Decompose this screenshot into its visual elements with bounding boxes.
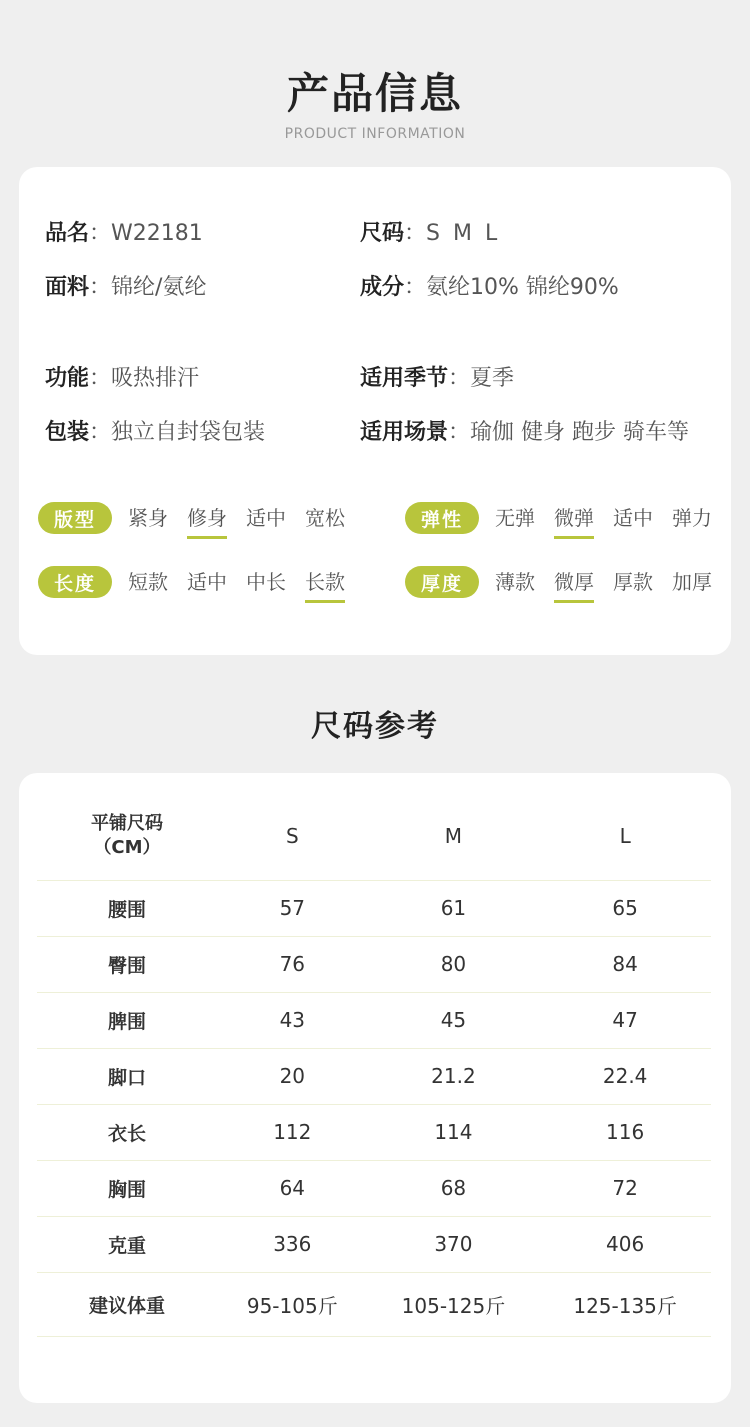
attr-label-pill: 厚度 bbox=[405, 566, 479, 598]
row-label: 脾围 bbox=[37, 992, 217, 1048]
table-cell: 64 bbox=[217, 1160, 368, 1216]
table-row bbox=[37, 992, 711, 1048]
row-label: 胸围 bbox=[37, 1160, 217, 1216]
attr-option-selected: 长款 bbox=[305, 566, 345, 598]
table-row bbox=[37, 1104, 711, 1160]
size-table bbox=[37, 793, 711, 1337]
info-value: 氨纶10% 锦纶90% bbox=[426, 275, 619, 300]
info-sep: ： bbox=[89, 275, 112, 300]
attr-option-selected: 微弹 bbox=[554, 502, 594, 534]
attr-option: 厚款 bbox=[613, 570, 653, 594]
table-row bbox=[37, 1272, 711, 1336]
info-key: 包装 bbox=[45, 420, 90, 445]
table-cell: 47 bbox=[539, 992, 711, 1048]
row-label: 脚口 bbox=[37, 1048, 217, 1104]
table-cell: 72 bbox=[539, 1160, 711, 1216]
info-value: 吸热排汗 bbox=[111, 366, 200, 391]
info-value: 瑜伽 健身 跑步 骑车等 bbox=[470, 420, 690, 445]
header-label-line2: （CM） bbox=[93, 837, 161, 859]
table-header-size: S bbox=[217, 793, 368, 880]
info-key: 面料 bbox=[45, 275, 90, 300]
info-sep: ： bbox=[89, 420, 112, 445]
info-item-scenario bbox=[360, 418, 689, 448]
page-subtitle: PRODUCT INFORMATION bbox=[284, 126, 466, 142]
table-row bbox=[37, 936, 711, 992]
table-cell: 57 bbox=[217, 880, 368, 936]
table-cell: 20 bbox=[217, 1048, 368, 1104]
info-sep: ： bbox=[404, 275, 427, 300]
info-value: S M L bbox=[426, 221, 501, 246]
page-title: 产品信息 bbox=[286, 69, 463, 118]
size-section-title: 尺码参考 bbox=[311, 709, 439, 744]
info-sep: ： bbox=[448, 420, 471, 445]
info-value: 夏季 bbox=[470, 366, 515, 391]
table-cell: 370 bbox=[368, 1216, 540, 1272]
attr-option: 宽松 bbox=[305, 506, 345, 530]
info-key: 适用季节 bbox=[360, 366, 449, 391]
table-cell: 45 bbox=[368, 992, 540, 1048]
table-header-label bbox=[37, 793, 217, 880]
table-cell: 68 bbox=[368, 1160, 540, 1216]
info-item-size bbox=[360, 219, 500, 249]
row-label: 衣长 bbox=[37, 1104, 217, 1160]
info-sep: ： bbox=[448, 366, 471, 391]
attr-label-pill: 长度 bbox=[38, 566, 112, 598]
table-cell: 84 bbox=[539, 936, 711, 992]
info-item-packaging bbox=[45, 418, 265, 448]
attr-fit bbox=[38, 501, 345, 535]
info-item-season bbox=[360, 364, 514, 394]
table-cell: 80 bbox=[368, 936, 540, 992]
table-cell: 43 bbox=[217, 992, 368, 1048]
table-cell: 65 bbox=[539, 880, 711, 936]
info-key: 功能 bbox=[45, 366, 90, 391]
table-row bbox=[37, 1216, 711, 1272]
attr-option: 短款 bbox=[128, 570, 168, 594]
table-cell: 61 bbox=[368, 880, 540, 936]
info-item-fabric bbox=[45, 273, 206, 303]
attr-elasticity bbox=[405, 501, 712, 535]
table-cell: 114 bbox=[368, 1104, 540, 1160]
size-chart-card bbox=[19, 773, 731, 1403]
row-label: 建议体重 bbox=[37, 1272, 217, 1336]
info-item-composition bbox=[360, 273, 619, 303]
table-cell: 76 bbox=[217, 936, 368, 992]
attr-option: 中长 bbox=[246, 570, 286, 594]
attr-length bbox=[38, 565, 345, 599]
attr-option: 弹力 bbox=[672, 506, 712, 530]
info-value: W22181 bbox=[111, 221, 203, 246]
table-row bbox=[37, 1048, 711, 1104]
table-cell: 22.4 bbox=[539, 1048, 711, 1104]
table-cell: 125-135斤 bbox=[539, 1272, 711, 1336]
attr-option: 加厚 bbox=[672, 570, 712, 594]
table-body bbox=[37, 880, 711, 1336]
table-header-size: M bbox=[368, 793, 540, 880]
info-key: 适用场景 bbox=[360, 420, 449, 445]
info-key: 尺码 bbox=[360, 221, 405, 246]
info-value: 独立自封袋包装 bbox=[111, 420, 266, 445]
table-cell: 112 bbox=[217, 1104, 368, 1160]
table-header-size: L bbox=[539, 793, 711, 880]
attr-option: 适中 bbox=[187, 570, 227, 594]
header-label-line1: 平铺尺码 bbox=[91, 813, 163, 835]
info-item-name bbox=[45, 219, 203, 249]
attr-option: 适中 bbox=[246, 506, 286, 530]
table-cell: 95-105斤 bbox=[217, 1272, 368, 1336]
attr-option: 紧身 bbox=[128, 506, 168, 530]
row-label: 腰围 bbox=[37, 880, 217, 936]
attr-option-selected: 微厚 bbox=[554, 566, 594, 598]
info-item-function bbox=[45, 364, 199, 394]
table-cell: 116 bbox=[539, 1104, 711, 1160]
info-key: 成分 bbox=[360, 275, 405, 300]
info-sep: ： bbox=[89, 221, 112, 246]
row-label: 克重 bbox=[37, 1216, 217, 1272]
attr-option: 适中 bbox=[613, 506, 653, 530]
info-key: 品名 bbox=[45, 221, 90, 246]
table-cell: 406 bbox=[539, 1216, 711, 1272]
info-sep: ： bbox=[89, 366, 112, 391]
attr-label-pill: 版型 bbox=[38, 502, 112, 534]
info-value: 锦纶/氨纶 bbox=[111, 275, 207, 300]
table-cell: 21.2 bbox=[368, 1048, 540, 1104]
attr-label-pill: 弹性 bbox=[405, 502, 479, 534]
section-header bbox=[0, 68, 750, 142]
attr-option: 无弹 bbox=[495, 506, 535, 530]
table-cell: 105-125斤 bbox=[368, 1272, 540, 1336]
table-row bbox=[37, 1160, 711, 1216]
table-header-row bbox=[37, 793, 711, 880]
row-label: 臀围 bbox=[37, 936, 217, 992]
attr-option-selected: 修身 bbox=[187, 502, 227, 534]
table-cell: 336 bbox=[217, 1216, 368, 1272]
info-sep: ： bbox=[404, 221, 427, 246]
attr-option: 薄款 bbox=[495, 570, 535, 594]
table-row bbox=[37, 880, 711, 936]
attr-thickness bbox=[405, 565, 712, 599]
product-info-card bbox=[19, 167, 731, 655]
